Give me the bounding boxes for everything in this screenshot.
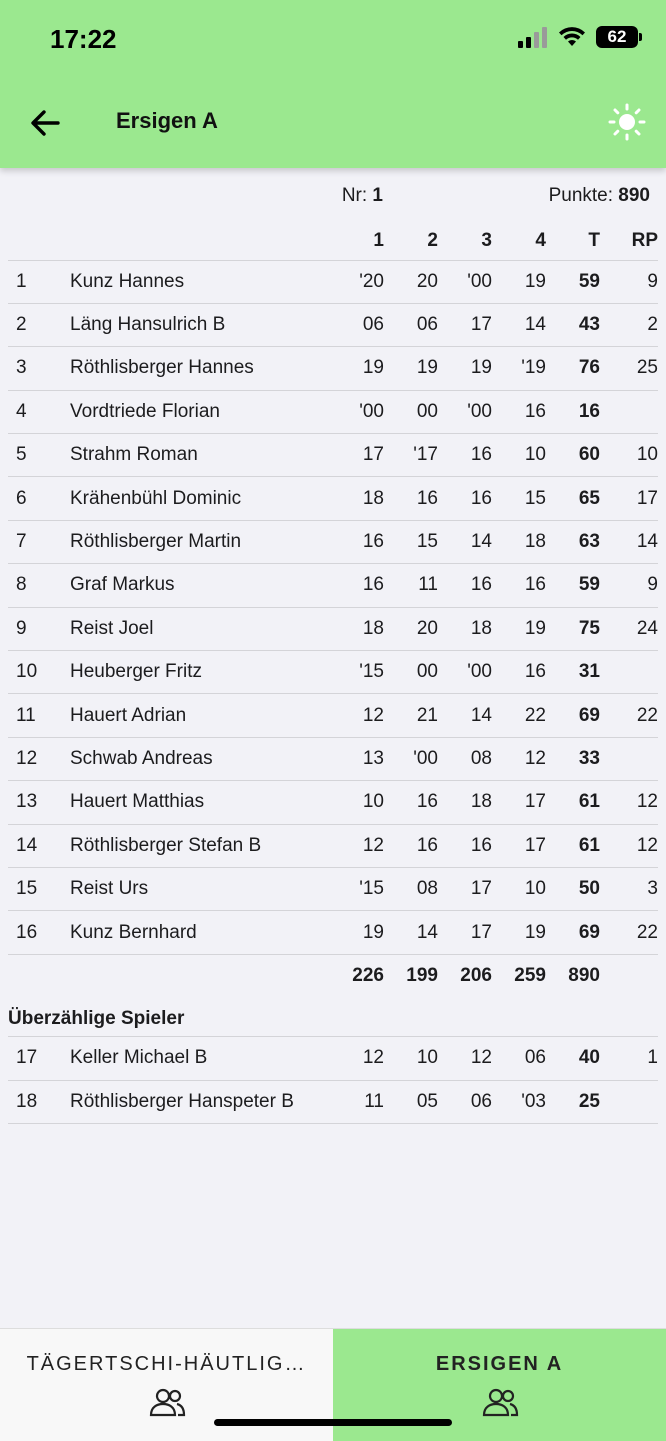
table-header-row — [8, 224, 658, 260]
table-row — [8, 607, 658, 650]
score-3: 19 — [442, 347, 496, 390]
score-3: 16 — [442, 477, 496, 520]
ranking-points — [604, 651, 658, 694]
table-row — [8, 867, 658, 910]
player-name: Hauert Matthias — [70, 781, 334, 824]
ranking-points: 12 — [604, 781, 658, 824]
score-1: 19 — [334, 911, 388, 954]
score-4: 19 — [496, 260, 550, 303]
ranking-points: 24 — [604, 607, 658, 650]
score-1: 12 — [334, 1037, 388, 1080]
score-1: 18 — [334, 607, 388, 650]
extra-table-body — [8, 1037, 658, 1124]
battery-level: 62 — [607, 27, 627, 46]
total-s4: 259 — [514, 964, 546, 986]
row-number: 3 — [8, 347, 70, 390]
score-3: 14 — [442, 520, 496, 563]
table-row — [8, 911, 658, 954]
row-number: 1 — [8, 260, 70, 303]
player-name: Reist Joel — [70, 607, 334, 650]
player-name: Krähenbühl Dominic — [70, 477, 334, 520]
score-4: 10 — [496, 434, 550, 477]
score-4: 22 — [496, 694, 550, 737]
col-header-2: 2 — [427, 229, 438, 251]
score-4: 14 — [496, 303, 550, 346]
score-total: 16 — [550, 390, 604, 433]
col-header-4: 4 — [535, 229, 546, 251]
wifi-icon — [558, 26, 586, 48]
score-4: '03 — [496, 1080, 550, 1123]
ranking-points — [604, 1080, 658, 1123]
score-4: 16 — [496, 651, 550, 694]
score-1: '15 — [334, 651, 388, 694]
ranking-points: 9 — [604, 564, 658, 607]
table-row — [8, 303, 658, 346]
points-value: 890 — [618, 185, 650, 206]
ranking-points: 25 — [604, 347, 658, 390]
tab-label: ERSIGEN A — [435, 1353, 564, 1375]
player-name: Röthlisberger Martin — [70, 520, 334, 563]
sun-icon — [608, 103, 646, 141]
score-4: 10 — [496, 867, 550, 910]
score-3: '00 — [442, 651, 496, 694]
score-4: 19 — [496, 911, 550, 954]
col-header-rp: RP — [631, 229, 658, 251]
ranking-points — [604, 737, 658, 780]
score-table — [8, 224, 658, 996]
score-3: 12 — [442, 1037, 496, 1080]
ranking-points: 12 — [604, 824, 658, 867]
table-row — [8, 1080, 658, 1123]
score-total: 75 — [550, 607, 604, 650]
score-1: 11 — [334, 1080, 388, 1123]
player-name: Röthlisberger Stefan B — [70, 824, 334, 867]
ranking-points: 1 — [604, 1037, 658, 1080]
row-number: 15 — [8, 867, 70, 910]
score-2: 19 — [388, 347, 442, 390]
score-total: 31 — [550, 651, 604, 694]
total-s1: 226 — [352, 964, 384, 986]
score-2: 16 — [388, 477, 442, 520]
ranking-points: 2 — [604, 303, 658, 346]
player-name: Strahm Roman — [70, 434, 334, 477]
score-total: 61 — [550, 824, 604, 867]
score-3: 18 — [442, 607, 496, 650]
score-3: 17 — [442, 867, 496, 910]
signal-icon — [518, 26, 548, 48]
score-4: 17 — [496, 824, 550, 867]
back-button[interactable] — [26, 104, 64, 142]
score-2: 00 — [388, 390, 442, 433]
nr-label: Nr: — [341, 185, 368, 206]
ranking-points: 22 — [604, 694, 658, 737]
score-2: 15 — [388, 520, 442, 563]
score-2: 10 — [388, 1037, 442, 1080]
player-name: Schwab Andreas — [70, 737, 334, 780]
group-icon — [481, 1387, 519, 1419]
score-2: 16 — [388, 781, 442, 824]
score-2: 06 — [388, 303, 442, 346]
row-number: 4 — [8, 390, 70, 433]
ranking-points: 22 — [604, 911, 658, 954]
score-total: 76 — [550, 347, 604, 390]
table-row — [8, 477, 658, 520]
score-total: 40 — [550, 1037, 604, 1080]
table-row — [8, 347, 658, 390]
score-3: 17 — [442, 303, 496, 346]
score-2: '17 — [388, 434, 442, 477]
table-body — [8, 260, 658, 954]
score-2: 20 — [388, 607, 442, 650]
row-number: 5 — [8, 434, 70, 477]
ranking-points: 17 — [604, 477, 658, 520]
score-total: 65 — [550, 477, 604, 520]
score-1: '00 — [334, 390, 388, 433]
theme-toggle-button[interactable] — [608, 103, 646, 141]
score-total: 59 — [550, 260, 604, 303]
score-1: 16 — [334, 564, 388, 607]
tab-label: TÄGERTSCHI-HÄUTLIG… — [26, 1353, 307, 1375]
arrow-left-icon — [26, 104, 64, 142]
table-row — [8, 737, 658, 780]
page-title: Ersigen A — [116, 108, 218, 133]
table-row — [8, 824, 658, 867]
score-total: 61 — [550, 781, 604, 824]
nr-value: 1 — [372, 185, 383, 206]
score-1: 10 — [334, 781, 388, 824]
score-4: 18 — [496, 520, 550, 563]
score-2: 08 — [388, 867, 442, 910]
score-total: 25 — [550, 1080, 604, 1123]
ranking-points — [604, 390, 658, 433]
table-row — [8, 520, 658, 563]
total-s3: 206 — [460, 964, 492, 986]
match-number — [342, 185, 383, 207]
table-row — [8, 260, 658, 303]
score-1: 18 — [334, 477, 388, 520]
row-number: 13 — [8, 781, 70, 824]
score-3: '00 — [442, 260, 496, 303]
score-1: 16 — [334, 520, 388, 563]
battery-icon — [596, 26, 638, 48]
score-3: 08 — [442, 737, 496, 780]
score-content — [8, 168, 658, 1124]
score-2: 21 — [388, 694, 442, 737]
score-4: 15 — [496, 477, 550, 520]
row-number: 12 — [8, 737, 70, 780]
score-total: 43 — [550, 303, 604, 346]
row-number: 11 — [8, 694, 70, 737]
score-4: 17 — [496, 781, 550, 824]
table-row — [8, 651, 658, 694]
score-2: 11 — [388, 564, 442, 607]
col-header-total: T — [588, 229, 600, 251]
score-3: 18 — [442, 781, 496, 824]
score-1: '15 — [334, 867, 388, 910]
score-2: 20 — [388, 260, 442, 303]
score-1: '20 — [334, 260, 388, 303]
row-number: 16 — [8, 911, 70, 954]
score-4: 19 — [496, 607, 550, 650]
home-indicator[interactable] — [214, 1419, 452, 1426]
group-icon — [148, 1387, 186, 1419]
player-name: Röthlisberger Hanspeter B — [70, 1080, 334, 1123]
row-number: 10 — [8, 651, 70, 694]
table-row — [8, 564, 658, 607]
score-3: 16 — [442, 434, 496, 477]
score-4: 12 — [496, 737, 550, 780]
extra-players-table — [8, 1036, 658, 1124]
score-3: 14 — [442, 694, 496, 737]
table-row — [8, 1037, 658, 1080]
player-name: Kunz Bernhard — [70, 911, 334, 954]
score-1: 12 — [334, 824, 388, 867]
score-4: 16 — [496, 564, 550, 607]
row-number: 9 — [8, 607, 70, 650]
score-2: '00 — [388, 737, 442, 780]
score-3: 16 — [442, 824, 496, 867]
player-name: Vordtriede Florian — [70, 390, 334, 433]
score-1: 13 — [334, 737, 388, 780]
score-total: 69 — [550, 911, 604, 954]
score-3: 16 — [442, 564, 496, 607]
score-1: 17 — [334, 434, 388, 477]
status-icons — [518, 26, 638, 48]
table-row — [8, 781, 658, 824]
score-1: 12 — [334, 694, 388, 737]
player-name: Hauert Adrian — [70, 694, 334, 737]
player-name: Graf Markus — [70, 564, 334, 607]
row-number: 7 — [8, 520, 70, 563]
ranking-points: 14 — [604, 520, 658, 563]
total-t: 890 — [568, 964, 600, 986]
table-row — [8, 434, 658, 477]
meta-row — [8, 168, 658, 224]
total-points — [549, 185, 650, 207]
row-number: 8 — [8, 564, 70, 607]
score-total: 59 — [550, 564, 604, 607]
player-name: Röthlisberger Hannes — [70, 347, 334, 390]
player-name: Reist Urs — [70, 867, 334, 910]
row-number: 2 — [8, 303, 70, 346]
row-number: 18 — [8, 1080, 70, 1123]
score-total: 60 — [550, 434, 604, 477]
table-row — [8, 390, 658, 433]
score-total: 50 — [550, 867, 604, 910]
status-time: 17:22 — [50, 24, 117, 54]
row-number: 6 — [8, 477, 70, 520]
player-name: Kunz Hannes — [70, 260, 334, 303]
score-total: 33 — [550, 737, 604, 780]
score-3: 06 — [442, 1080, 496, 1123]
player-name: Heuberger Fritz — [70, 651, 334, 694]
player-name: Keller Michael B — [70, 1037, 334, 1080]
score-3: 17 — [442, 911, 496, 954]
row-number: 14 — [8, 824, 70, 867]
score-2: 14 — [388, 911, 442, 954]
score-4: 16 — [496, 390, 550, 433]
score-1: 19 — [334, 347, 388, 390]
score-2: 05 — [388, 1080, 442, 1123]
ranking-points: 3 — [604, 867, 658, 910]
row-number: 17 — [8, 1037, 70, 1080]
score-2: 16 — [388, 824, 442, 867]
score-total: 63 — [550, 520, 604, 563]
app-header — [0, 0, 666, 168]
score-1: 06 — [334, 303, 388, 346]
totals-row — [8, 954, 658, 996]
score-2: 00 — [388, 651, 442, 694]
score-4: '19 — [496, 347, 550, 390]
score-total: 69 — [550, 694, 604, 737]
score-3: '00 — [442, 390, 496, 433]
player-name: Läng Hansulrich B — [70, 303, 334, 346]
col-header-1: 1 — [373, 229, 384, 251]
table-row — [8, 694, 658, 737]
score-4: 06 — [496, 1037, 550, 1080]
points-label: Punkte: — [548, 185, 614, 206]
total-s2: 199 — [406, 964, 438, 986]
extra-players-title: Überzählige Spieler — [8, 1008, 185, 1030]
ranking-points: 9 — [604, 260, 658, 303]
col-header-3: 3 — [481, 229, 492, 251]
ranking-points: 10 — [604, 434, 658, 477]
